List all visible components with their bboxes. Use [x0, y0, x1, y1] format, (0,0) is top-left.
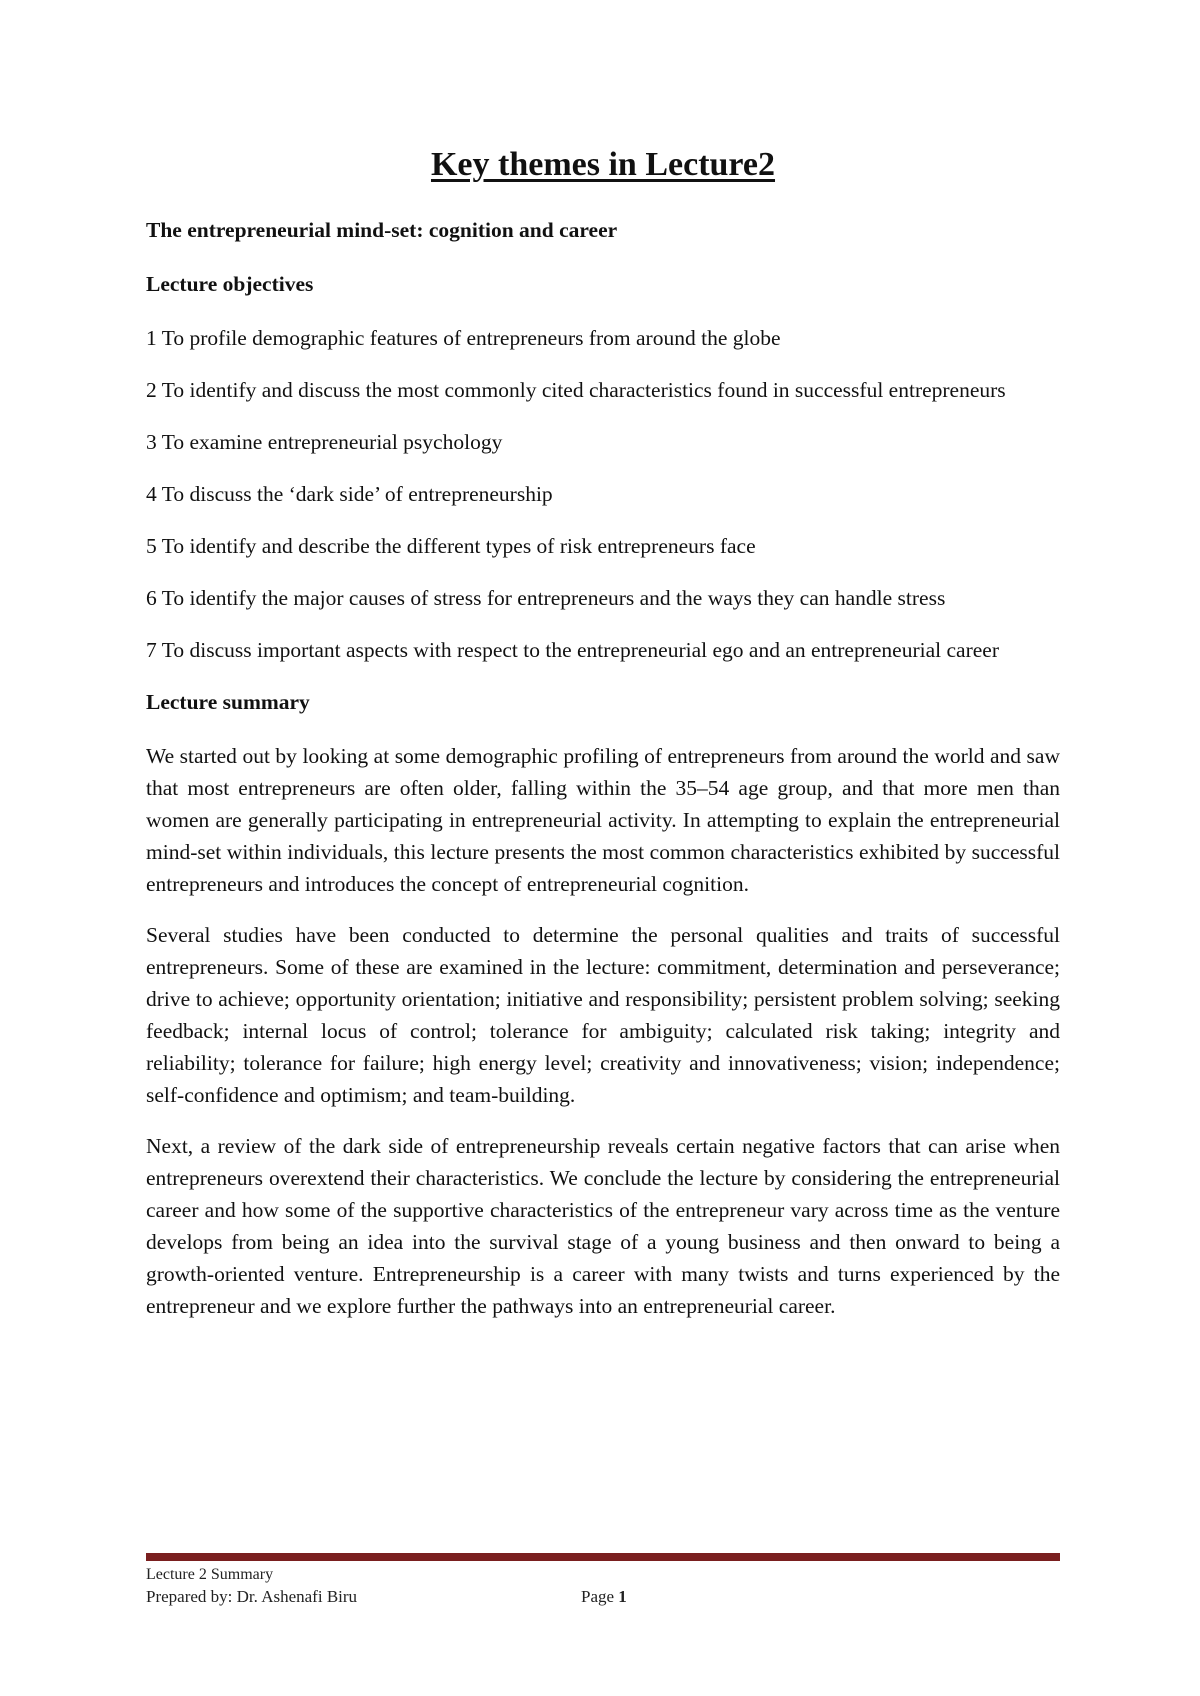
objective-item: 6 To identify the major causes of stress for entrepreneurs and the ways they can handle stress — [146, 586, 946, 610]
summary-paragraph: Several studies have been conducted to determine the personal qualities and traits of successful entrepreneurs. Some of these are examined in the lecture: commitment, determination and perseverance; drive to achieve; opportunity orientation; initiative and responsibility; persistent problem solving; seeking feedback; internal locus of control; tolerance for ambiguity; calculated risk taking; integrity and reliability; tolerance for failure; high energy level; creativity and innovativeness; vision; independence; self-confidence and optimism; and team-building. — [146, 923, 1060, 1107]
summary-paragraph: We started out by looking at some demographic profiling of entrepreneurs from around the world and saw that most entrepreneurs are often older, falling within the 35–54 age group, and that more men than women are generally participating in entrepreneurial activity. In attempting to explain the entrepreneurial mind-set within individuals, this lecture presents the most common characteristics exhibited by successful entrepreneurs and introduces the concept of entrepreneurial cognition. — [146, 744, 1060, 896]
footer-title: Lecture 2 Summary — [146, 1566, 274, 1583]
document-body — [146, 214, 1060, 1341]
objective-item: 3 To examine entrepreneurial psychology — [146, 430, 503, 454]
footer-rule — [146, 1553, 1060, 1561]
summary-paragraph: Next, a review of the dark side of entrepreneurship reveals certain negative factors that can arise when entrepreneurs overextend their characteristics. We conclude the lecture by considering the entrepreneurial career and how some of the supportive characteristics of the entrepreneur vary across time as the venture develops from being an idea into the survival stage of a young business and then onward to being a growth-oriented venture. Entrepreneurship is a career with many twists and turns experienced by the entrepreneur and we explore further the pathways into an entrepreneurial career. — [146, 1134, 1060, 1318]
objective-item: 7 To discuss important aspects with respect to the entrepreneurial ego and an entrepreneurial career — [146, 638, 999, 662]
objective-item: 4 To discuss the ‘dark side’ of entrepreneurship — [146, 482, 553, 506]
footer-author: Prepared by: Dr. Ashenafi Biru — [146, 1587, 358, 1606]
document-subtitle: The entrepreneurial mind-set: cognition and career — [146, 218, 618, 242]
page-title: Key themes in Lecture2 — [430, 146, 776, 183]
objectives-heading: Lecture objectives — [146, 272, 314, 296]
summary-heading: Lecture summary — [146, 690, 310, 714]
objective-item: 1 To profile demographic features of entrepreneurs from around the globe — [146, 326, 781, 350]
document-page — [146, 0, 1060, 1696]
objective-item: 5 To identify and describe the different types of risk entrepreneurs face — [146, 534, 756, 558]
objectives-list — [146, 322, 1060, 666]
footer-page-number — [581, 1587, 627, 1607]
objective-item: 2 To identify and discuss the most commonly cited characteristics found in successful entrepreneurs — [146, 378, 1006, 402]
page-number: 1 — [618, 1587, 627, 1606]
page-label: Page — [581, 1587, 619, 1606]
